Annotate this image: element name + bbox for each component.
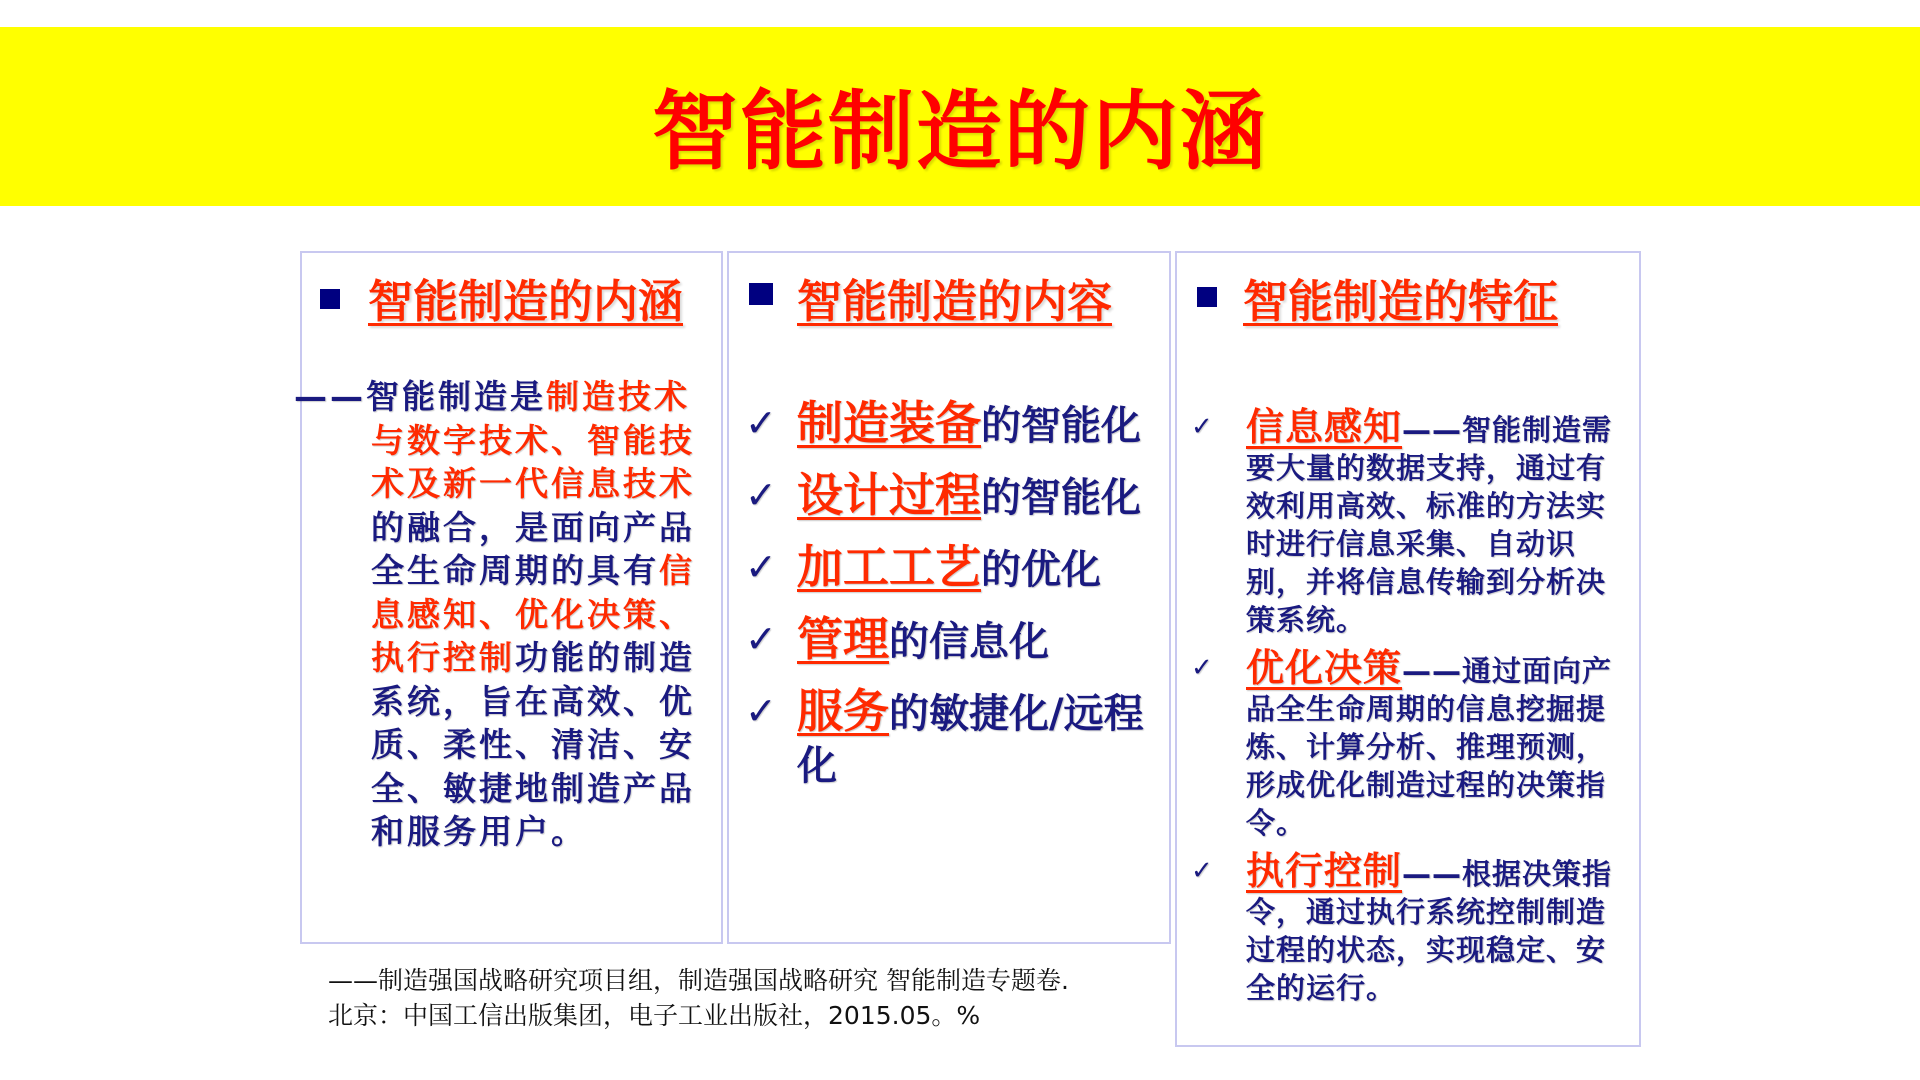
feature-key: 优化决策 bbox=[1246, 646, 1403, 690]
feature-text: ——智能制造需要大量的数据支持，通过有效利用高效、标准的方法实时进行信息采集、自动识别，并将信息传输到分析决策系统。 bbox=[1246, 413, 1613, 637]
slide-title: 智能制造的内涵 bbox=[652, 82, 1268, 182]
checkmark-icon: ✓ bbox=[745, 401, 777, 445]
feature-key: 信息感知 bbox=[1246, 405, 1403, 449]
checkmark-icon: ✓ bbox=[745, 545, 777, 589]
item-key: 设计过程 bbox=[797, 468, 981, 522]
panel-heading: 智能制造的特征 bbox=[1243, 275, 1559, 328]
list-item bbox=[745, 685, 1165, 792]
bullet-square-icon bbox=[320, 289, 340, 309]
text-segment: ——智能制造是 bbox=[294, 377, 546, 416]
text-segment: 功能的制造系统，旨在高效、优质、柔性、清洁、安全、敏捷地制造产品和服务用户。 bbox=[371, 638, 695, 851]
citation-line: 北京：中国工信出版集团，电子工业出版社，2015.05。% bbox=[328, 1001, 981, 1030]
checkmark-icon: ✓ bbox=[745, 689, 777, 733]
checkmark-icon: ✓ bbox=[745, 473, 777, 517]
panel-heading: 智能制造的内涵 bbox=[368, 275, 684, 328]
item-key: 加工工艺 bbox=[797, 540, 981, 594]
item-key: 管理 bbox=[797, 612, 889, 666]
item-text: 的信息化 bbox=[889, 619, 1049, 665]
list-item bbox=[745, 541, 1165, 596]
item-text: 的智能化 bbox=[981, 403, 1141, 449]
citation-line: ——制造强国战略研究项目组，制造强国战略研究 智能制造专题卷. bbox=[328, 966, 1069, 995]
list-item bbox=[745, 613, 1165, 668]
citation bbox=[328, 963, 1069, 1033]
panel-features bbox=[1175, 251, 1641, 1047]
bullet-square-icon bbox=[1197, 287, 1217, 307]
panel-heading: 智能制造的内容 bbox=[797, 275, 1113, 328]
feature-key: 执行控制 bbox=[1246, 849, 1403, 893]
checkmark-icon: ✓ bbox=[1191, 653, 1214, 683]
list-item bbox=[745, 397, 1165, 452]
text-segment: 的融合，是面向产品全生命周期的具有 bbox=[371, 507, 695, 590]
checkmark-icon: ✓ bbox=[1191, 412, 1214, 442]
item-text: 的敏捷化/远程化 bbox=[797, 691, 1144, 789]
checkmark-icon: ✓ bbox=[745, 617, 777, 661]
item-key: 制造装备 bbox=[797, 396, 981, 450]
panel-connotation bbox=[294, 251, 723, 944]
item-text: 的智能化 bbox=[981, 475, 1141, 521]
feature-item bbox=[1191, 849, 1631, 1007]
feature-text: ——根据决策指令，通过执行系统控制制造过程的状态，实现稳定、安全的运行。 bbox=[1246, 857, 1613, 1005]
feature-text: ——通过面向产品全生命周期的信息挖掘提炼、计算分析、推理预测，形成优化制造过程的决策指令。 bbox=[1246, 654, 1613, 840]
text-segment-highlight: 信息感知、优化决策、执行控制 bbox=[371, 551, 695, 677]
item-key: 服务 bbox=[797, 684, 889, 738]
text-segment-highlight: 制造技术与数字技术、智能技术及新一代信息技术 bbox=[371, 377, 695, 503]
feature-item bbox=[1191, 405, 1631, 639]
list-item bbox=[745, 469, 1165, 524]
bullet-square-icon bbox=[749, 283, 773, 305]
definition-text bbox=[294, 375, 712, 854]
feature-item bbox=[1191, 646, 1631, 842]
panel-content bbox=[727, 251, 1171, 944]
item-text: 的优化 bbox=[981, 547, 1101, 593]
checkmark-icon: ✓ bbox=[1191, 856, 1214, 886]
